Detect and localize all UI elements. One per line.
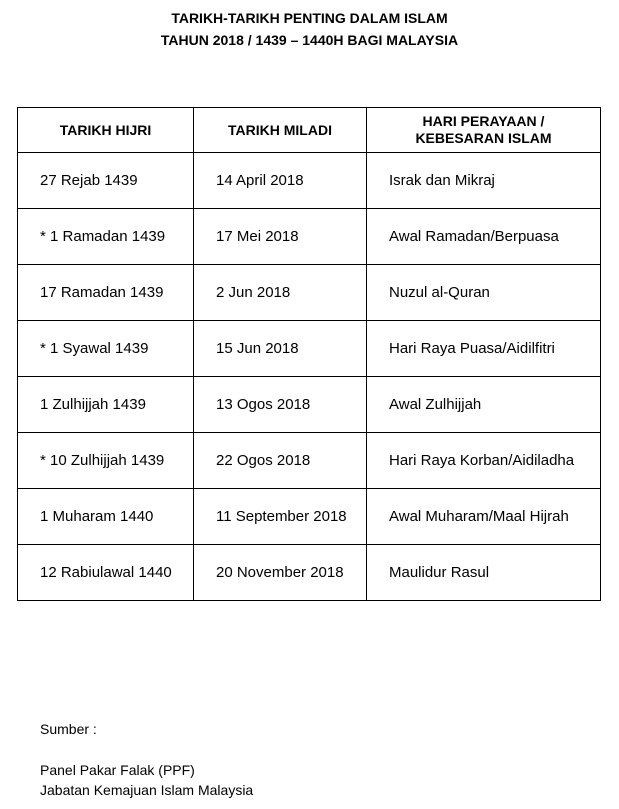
- table-row: [18, 433, 601, 489]
- cell-perayaan: Nuzul al-Quran: [367, 265, 601, 321]
- cell-hijri: * 1 Syawal 1439: [18, 321, 194, 377]
- cell-perayaan: Israk dan Mikraj: [367, 153, 601, 209]
- cell-miladi: 14 April 2018: [194, 153, 367, 209]
- cell-hijri: 27 Rejab 1439: [18, 153, 194, 209]
- important-dates-table: [17, 107, 601, 601]
- table-row: [18, 377, 601, 433]
- cell-hijri: 1 Zulhijjah 1439: [18, 377, 194, 433]
- cell-miladi: 22 Ogos 2018: [194, 433, 367, 489]
- cell-hijri: 1 Muharam 1440: [18, 489, 194, 545]
- header-tarikh-miladi: TARIKH MILADI: [194, 108, 367, 153]
- table-row: [18, 489, 601, 545]
- header-hari-perayaan-line2: KEBESARAN ISLAM: [415, 130, 552, 146]
- source-label: Sumber :: [40, 721, 97, 737]
- cell-hijri: 17 Ramadan 1439: [18, 265, 194, 321]
- cell-perayaan: Awal Zulhijjah: [367, 377, 601, 433]
- cell-miladi: 15 Jun 2018: [194, 321, 367, 377]
- table-row: [18, 265, 601, 321]
- cell-miladi: 13 Ogos 2018: [194, 377, 367, 433]
- source-organization-1: Panel Pakar Falak (PPF): [40, 762, 195, 778]
- cell-perayaan: Awal Ramadan/Berpuasa: [367, 209, 601, 265]
- cell-miladi: 11 September 2018: [194, 489, 367, 545]
- cell-miladi: 17 Mei 2018: [194, 209, 367, 265]
- cell-miladi: 20 November 2018: [194, 545, 367, 601]
- cell-perayaan: Hari Raya Puasa/Aidilfitri: [367, 321, 601, 377]
- cell-perayaan: Hari Raya Korban/Aidiladha: [367, 433, 601, 489]
- header-hari-perayaan-line1: HARI PERAYAAN /: [422, 113, 545, 129]
- table-row: [18, 153, 601, 209]
- table-header-row: [18, 108, 601, 153]
- table-row: [18, 209, 601, 265]
- cell-miladi: 2 Jun 2018: [194, 265, 367, 321]
- table-row: [18, 321, 601, 377]
- header-tarikh-hijri: TARIKH HIJRI: [18, 108, 194, 153]
- cell-hijri: * 10 Zulhijjah 1439: [18, 433, 194, 489]
- source-organization-2: Jabatan Kemajuan Islam Malaysia: [40, 782, 254, 798]
- cell-hijri: 12 Rabiulawal 1440: [18, 545, 194, 601]
- cell-perayaan: Maulidur Rasul: [367, 545, 601, 601]
- document-title: TARIKH-TARIKH PENTING DALAM ISLAM: [171, 10, 448, 26]
- cell-perayaan: Awal Muharam/Maal Hijrah: [367, 489, 601, 545]
- table-row: [18, 545, 601, 601]
- cell-hijri: * 1 Ramadan 1439: [18, 209, 194, 265]
- header-hari-perayaan: [367, 108, 601, 153]
- document-subtitle: TAHUN 2018 / 1439 – 1440H BAGI MALAYSIA: [160, 32, 459, 48]
